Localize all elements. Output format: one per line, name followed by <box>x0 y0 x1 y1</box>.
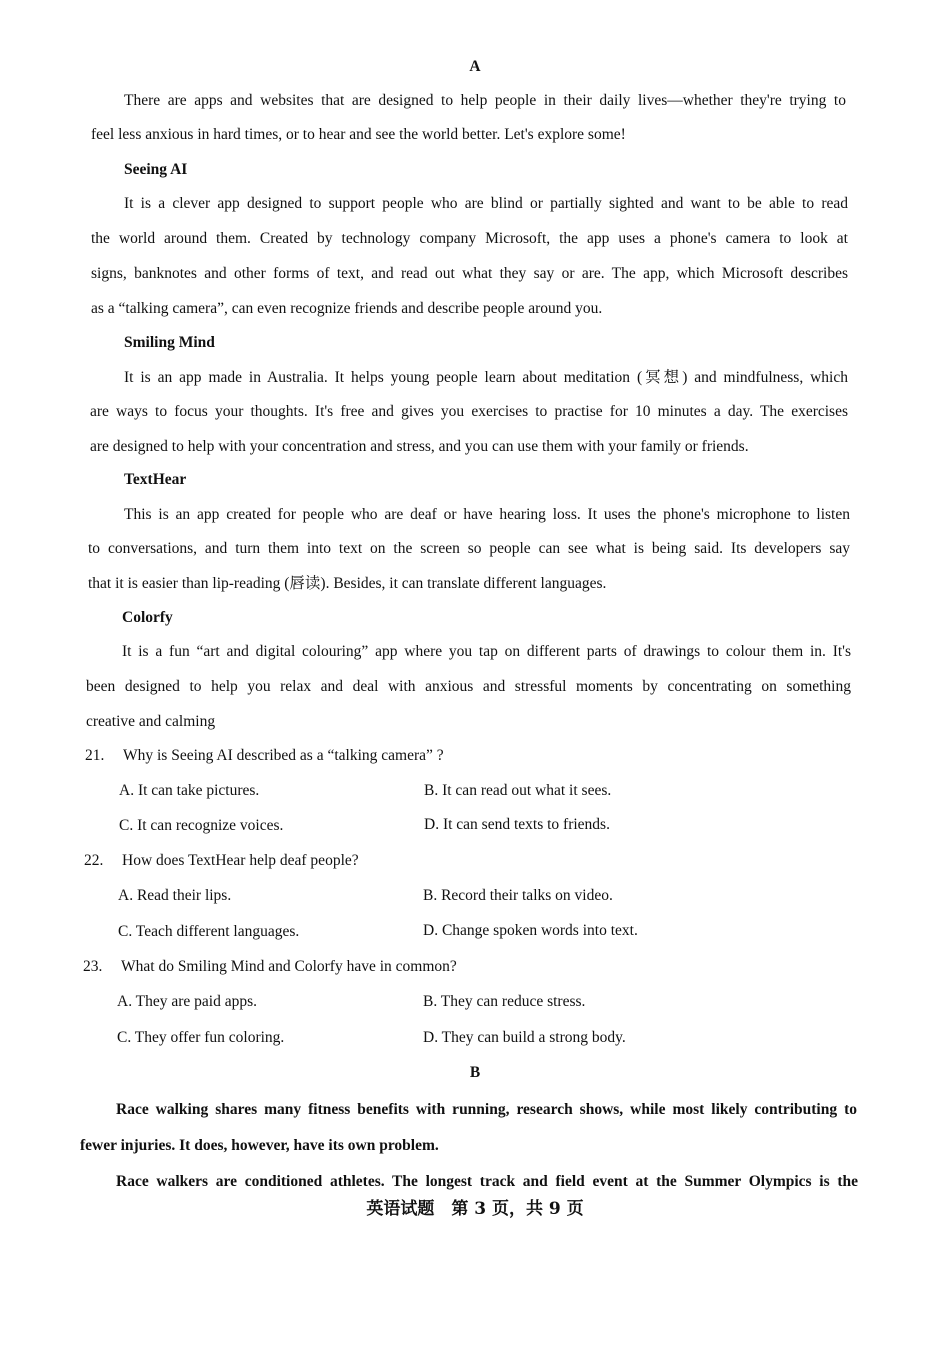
question-21-text: Why is Seeing AI described as a “talking camera” ? <box>123 747 444 764</box>
section-a-label: A <box>469 58 481 75</box>
texthear-line-1: This is an app created for people who are deaf or have hearing loss. It uses the phone's microphone to listen <box>124 506 850 523</box>
section-b-label: B <box>469 1064 481 1081</box>
colorfy-line-2: been designed to help you relax and deal with anxious and stressful moments by concentrating on something <box>86 678 851 695</box>
question-23-text: What do Smiling Mind and Colorfy have in common? <box>121 958 457 975</box>
intro-line-2: feel less anxious in hard times, or to hear and see the world better. Let's explore some! <box>91 126 626 143</box>
q23-option-b[interactable]: B. They can reduce stress. <box>423 993 586 1010</box>
colorfy-line-3: creative and calming <box>86 713 216 730</box>
question-22-number: 22. <box>84 852 104 869</box>
page-footer: 英语试题 第 3 页，共 9 页 <box>366 1199 584 1219</box>
colorfy-line-1: It is a fun “art and digital colouring” app where you tap on different parts of drawings to colour them in. It's <box>122 643 851 660</box>
intro-line-1: There are apps and websites that are designed to help people in their daily lives—whether they're trying to <box>124 92 846 109</box>
seeing-ai-line-4: as a “talking camera”, can even recognize friends and describe people around you. <box>91 300 603 317</box>
smiling-mind-line-1: It is an app made in Australia. It helps young people learn about meditation (冥想) and mindfulness, which <box>124 369 848 386</box>
q21-option-b[interactable]: B. It can read out what it sees. <box>424 782 612 799</box>
q23-option-c[interactable]: C. They offer fun coloring. <box>117 1029 285 1046</box>
q22-option-a[interactable]: A. Read their lips. <box>118 887 232 904</box>
q23-option-d[interactable]: D. They can build a strong body. <box>423 1029 626 1046</box>
texthear-line-3: that it is easier than lip-reading (唇读). Besides, it can translate different languages. <box>88 575 607 592</box>
q22-option-b[interactable]: B. Record their talks on video. <box>423 887 613 904</box>
section-b-line-2: fewer injuries. It does, however, have its own problem. <box>80 1137 439 1154</box>
q21-option-a[interactable]: A. It can take pictures. <box>119 782 260 799</box>
question-21-number: 21. <box>85 747 105 764</box>
q21-option-d[interactable]: D. It can send texts to friends. <box>424 816 610 833</box>
q21-option-c[interactable]: C. It can recognize voices. <box>119 817 284 834</box>
smiling-mind-line-3: are designed to help with your concentration and stress, and you can use them with your family or friends. <box>90 438 749 455</box>
section-b-line-3: Race walkers are conditioned athletes. The longest track and field event at the Summer Olympics is the <box>116 1173 858 1190</box>
smiling-mind-line-2: are ways to focus your thoughts. It's free and gives you exercises to practise for 10 minutes a day. The exercises <box>90 403 848 420</box>
app-title-texthear: TextHear <box>124 471 187 488</box>
seeing-ai-line-1: It is a clever app designed to support people who are blind or partially sighted and want to be able to read <box>124 195 848 212</box>
q22-option-c[interactable]: C. Teach different languages. <box>118 923 300 940</box>
question-22-text: How does TextHear help deaf people? <box>122 852 359 869</box>
question-23-number: 23. <box>83 958 103 975</box>
texthear-line-2: to conversations, and turn them into text on the screen so people can see what is being said. Its developers say <box>88 540 850 557</box>
q22-option-d[interactable]: D. Change spoken words into text. <box>423 922 638 939</box>
app-title-seeing-ai: Seeing AI <box>124 161 188 178</box>
app-title-colorfy: Colorfy <box>122 609 173 626</box>
section-b-line-1: Race walking shares many fitness benefits with running, research shows, while most likely contributing to <box>116 1101 857 1118</box>
seeing-ai-line-3: signs, banknotes and other forms of text, and read out what they say or are. The app, which Microsoft describes <box>91 265 848 282</box>
seeing-ai-line-2: the world around them. Created by technology company Microsoft, the app uses a phone's camera to look at <box>91 230 848 247</box>
q23-option-a[interactable]: A. They are paid apps. <box>117 993 258 1010</box>
app-title-smiling-mind: Smiling Mind <box>124 334 215 351</box>
